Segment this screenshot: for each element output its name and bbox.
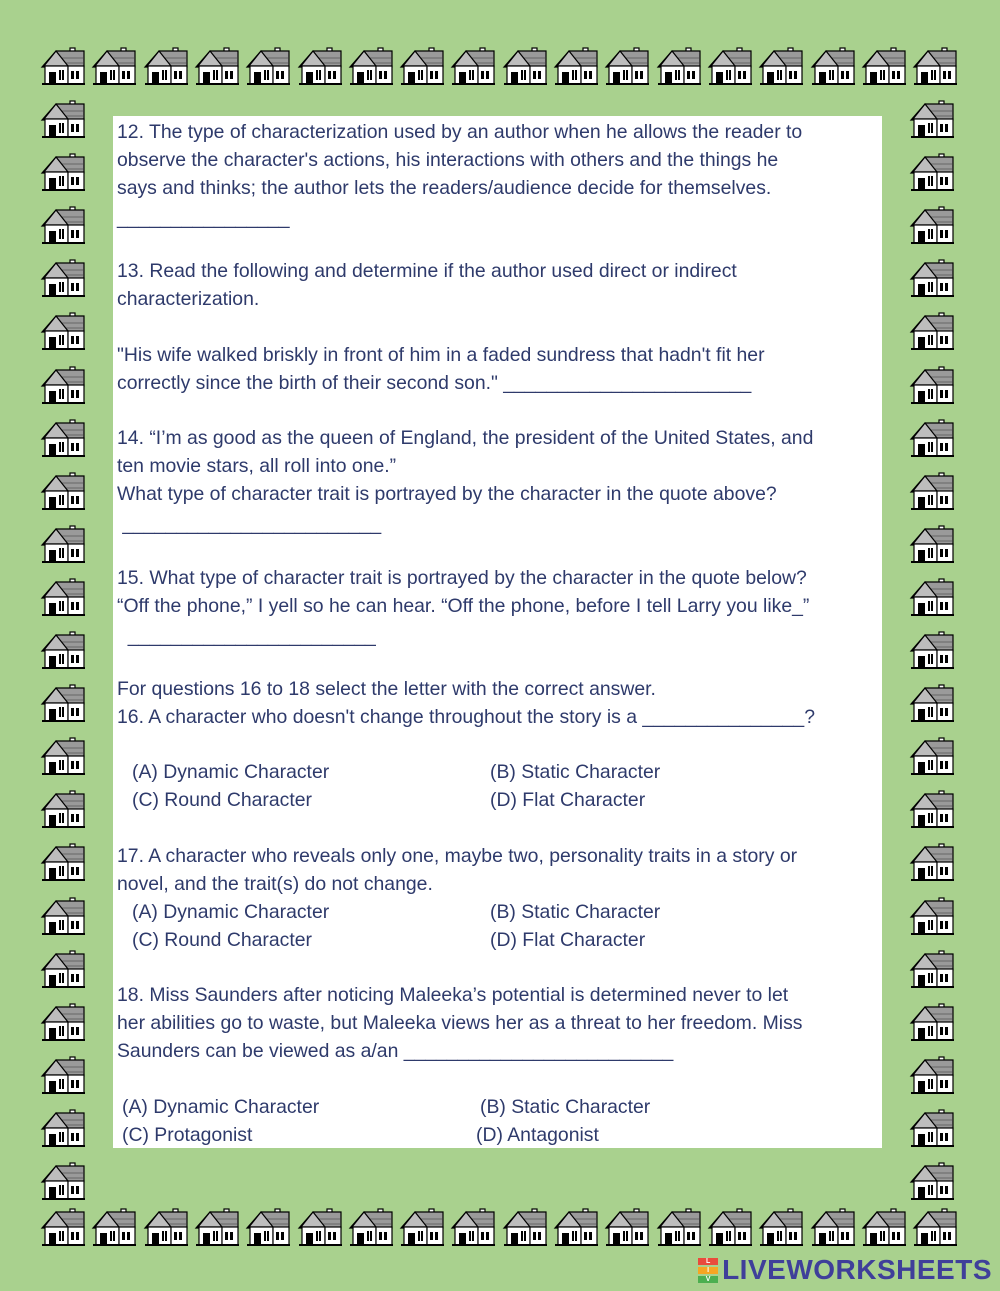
question-16-option-a[interactable]: (A) Dynamic Character: [132, 761, 330, 783]
house-icon: [40, 1161, 86, 1201]
house-icon: [909, 683, 955, 723]
house-icon: [909, 258, 955, 298]
question-14-line-2: ten movie stars, all roll into one.”: [117, 455, 397, 477]
house-icon: [909, 1055, 955, 1095]
house-icon: [245, 46, 291, 86]
house-icon: [758, 46, 804, 86]
house-icon: [91, 46, 137, 86]
house-icon: [40, 311, 86, 351]
house-icon: [861, 1207, 907, 1247]
house-icon: [909, 1108, 955, 1148]
house-icon: [40, 683, 86, 723]
house-icon: [758, 1207, 804, 1247]
house-icon: [656, 46, 702, 86]
house-icon: [40, 1108, 86, 1148]
question-12-line-3: says and thinks; the author lets the readers/audience decide for themselves.: [117, 177, 772, 199]
house-icon: [40, 99, 86, 139]
house-icon: [909, 577, 955, 617]
logo-text: LIVEWORKSHEETS: [722, 1254, 992, 1285]
house-icon: [399, 46, 445, 86]
house-icon: [348, 1207, 394, 1247]
question-18-line-1: 18. Miss Saunders after noticing Maleeka’s potential is determined never to let: [117, 984, 789, 1006]
question-16-line-1[interactable]: 16. A character who doesn't change throughout the story is a _______________?: [117, 706, 815, 728]
question-14-answer-blank[interactable]: ________________________: [117, 513, 382, 535]
logo-mark-i: I: [698, 1267, 718, 1274]
house-icon: [553, 1207, 599, 1247]
house-icon: [909, 524, 955, 564]
question-18-line-3[interactable]: Saunders can be viewed as a/an _________________________: [117, 1040, 674, 1062]
question-13-line-2: characterization.: [117, 288, 260, 310]
house-icon: [909, 736, 955, 776]
question-16-option-b[interactable]: (B) Static Character: [490, 761, 661, 783]
house-icon: [40, 471, 86, 511]
house-icon: [40, 258, 86, 298]
house-icon: [450, 46, 496, 86]
house-icon: [909, 365, 955, 405]
question-17-option-d[interactable]: (D) Flat Character: [490, 929, 646, 951]
house-icon: [399, 1207, 445, 1247]
question-13-quote-line-2[interactable]: correctly since the birth of their second son." _______________________: [117, 372, 752, 394]
house-icon: [909, 842, 955, 882]
house-icon: [810, 1207, 856, 1247]
question-16-option-c[interactable]: (C) Round Character: [132, 789, 312, 811]
house-icon: [40, 1207, 86, 1247]
house-icon: [91, 1207, 137, 1247]
question-12-line-2: observe the character's actions, his interactions with others and the things he: [117, 149, 779, 171]
house-icon: [909, 949, 955, 989]
house-icon: [297, 46, 343, 86]
question-18-line-2: her abilities go to waste, but Maleeka views her as a threat to her freedom. Miss: [117, 1012, 803, 1034]
house-icon: [450, 1207, 496, 1247]
house-icon: [909, 418, 955, 458]
house-icon: [909, 99, 955, 139]
question-14-line-3: What type of character trait is portrayed by the character in the quote above?: [117, 483, 777, 505]
question-12-line-1: 12. The type of characterization used by an author when he allows the reader to: [117, 121, 803, 143]
house-icon: [40, 789, 86, 829]
house-icon: [40, 205, 86, 245]
house-icon: [40, 842, 86, 882]
question-13-line-1: 13. Read the following and determine if the author used direct or indirect: [117, 260, 737, 282]
house-icon: [40, 896, 86, 936]
house-icon: [40, 577, 86, 617]
house-icon: [40, 418, 86, 458]
house-icon: [656, 1207, 702, 1247]
house-icon: [40, 46, 86, 86]
question-17-option-c[interactable]: (C) Round Character: [132, 929, 312, 951]
question-17-line-1: 17. A character who reveals only one, maybe two, personality traits in a story or: [117, 845, 798, 867]
house-icon: [348, 46, 394, 86]
house-icon: [194, 46, 240, 86]
house-icon: [245, 1207, 291, 1247]
house-icon: [707, 46, 753, 86]
question-15-line-1: 15. What type of character trait is portrayed by the character in the quote below?: [117, 567, 807, 589]
house-icon: [909, 471, 955, 511]
house-icon: [297, 1207, 343, 1247]
house-icon: [143, 1207, 189, 1247]
house-icon: [194, 1207, 240, 1247]
house-icon: [909, 1002, 955, 1042]
question-13-quote-line-1: "His wife walked briskly in front of him in a faded sundress that hadn't fit her: [117, 344, 765, 366]
house-icon: [909, 311, 955, 351]
question-15-answer-blank[interactable]: _______________________: [117, 625, 376, 647]
house-icon: [40, 524, 86, 564]
house-icon: [861, 46, 907, 86]
question-17-option-b[interactable]: (B) Static Character: [490, 901, 661, 923]
worksheet-content: [113, 116, 882, 1148]
house-icon: [909, 1161, 955, 1201]
house-icon: [553, 46, 599, 86]
house-icon: [40, 736, 86, 776]
question-15-line-2: “Off the phone,” I yell so he can hear. “Off the phone, before I tell Larry you like_”: [117, 595, 810, 617]
house-icon: [143, 46, 189, 86]
house-icon: [502, 46, 548, 86]
house-icon: [40, 152, 86, 192]
house-icon: [604, 46, 650, 86]
house-icon: [40, 1002, 86, 1042]
house-icon: [40, 949, 86, 989]
house-icon: [810, 46, 856, 86]
house-icon: [707, 1207, 753, 1247]
house-icon: [40, 365, 86, 405]
logo-mark-v: V: [698, 1276, 718, 1283]
question-17-line-2: novel, and the trait(s) do not change.: [117, 873, 433, 895]
house-icon: [909, 896, 955, 936]
instructions-16-18: For questions 16 to 18 select the letter with the correct answer.: [117, 678, 656, 700]
logo-mark-icon: [696, 1257, 720, 1283]
house-icon: [909, 152, 955, 192]
house-icon: [604, 1207, 650, 1247]
house-icon: [502, 1207, 548, 1247]
question-17-option-a[interactable]: (A) Dynamic Character: [132, 901, 330, 923]
question-18-option-a[interactable]: (A) Dynamic Character: [122, 1096, 320, 1118]
logo-mark-l: L: [698, 1258, 718, 1265]
house-icon: [909, 205, 955, 245]
house-icon: [40, 630, 86, 670]
question-18-option-b[interactable]: (B) Static Character: [480, 1096, 651, 1118]
house-icon: [912, 46, 958, 86]
liveworksheets-logo[interactable]: [696, 1255, 992, 1285]
question-14-line-1: 14. “I’m as good as the queen of England, the president of the United States, and: [117, 427, 814, 449]
house-icon: [909, 789, 955, 829]
house-icon: [40, 1055, 86, 1095]
house-icon: [912, 1207, 958, 1247]
question-18-option-c[interactable]: (C) Protagonist: [122, 1124, 253, 1146]
house-icon: [909, 630, 955, 670]
question-16-option-d[interactable]: (D) Flat Character: [490, 789, 646, 811]
question-12-answer-blank[interactable]: ________________: [117, 207, 290, 229]
question-18-option-d[interactable]: (D) Antagonist: [476, 1124, 599, 1146]
